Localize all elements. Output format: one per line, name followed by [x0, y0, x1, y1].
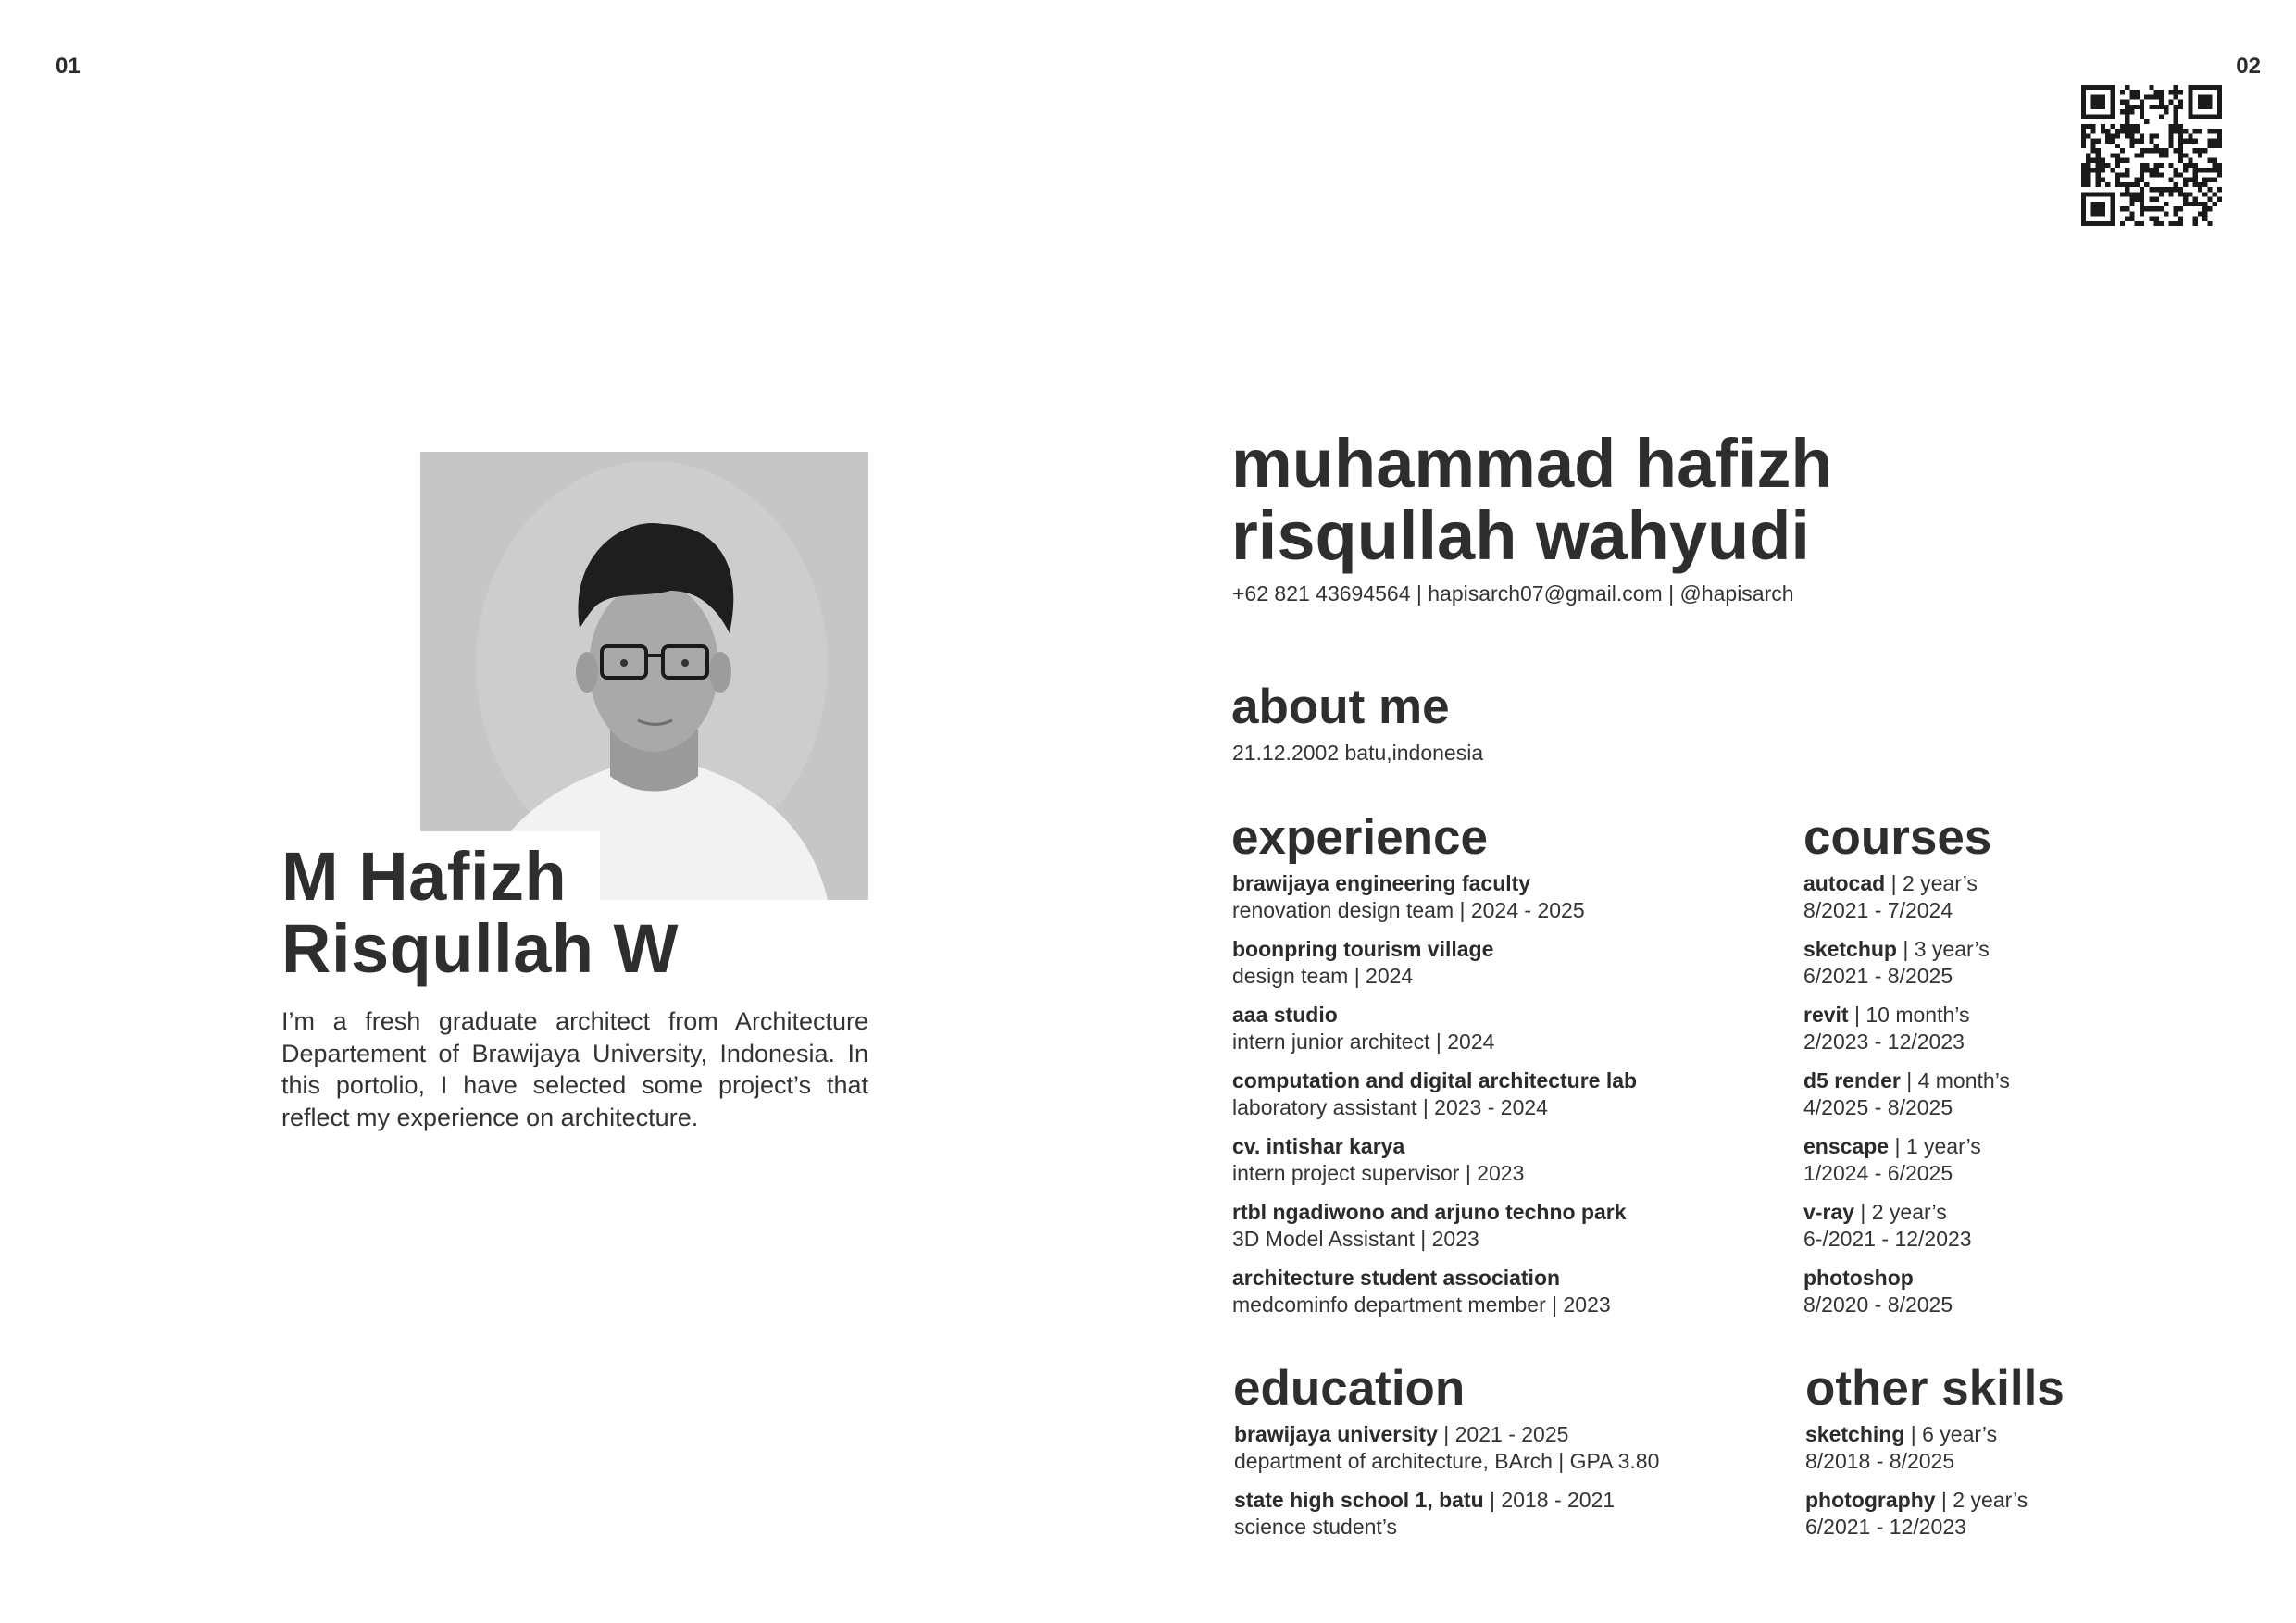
education-list — [1234, 1421, 1659, 1553]
experience-title: brawijaya engineering faculty — [1232, 871, 1531, 895]
course-dates: 6/2021 - 8/2025 — [1803, 963, 1953, 988]
experience-detail: 3D Model Assistant | 2023 — [1232, 1226, 1479, 1251]
experience-item — [1232, 1133, 1637, 1199]
course-title: sketchup — [1803, 937, 1897, 961]
education-title: state high school 1, batu — [1234, 1488, 1484, 1512]
full-name — [1231, 425, 1833, 574]
course-item — [1803, 1265, 2010, 1330]
course-item — [1803, 936, 2010, 1002]
experience-item — [1232, 1265, 1637, 1330]
experience-list — [1232, 870, 1637, 1330]
contact-info: +62 821 43694564 | hapisarch07@gmail.com | @hapisarch — [1232, 581, 1794, 606]
course-item — [1803, 1067, 2010, 1133]
experience-item — [1232, 870, 1637, 936]
course-title: autocad — [1803, 871, 1886, 895]
skill-title: sketching — [1805, 1422, 1905, 1446]
skill-item — [1805, 1421, 2028, 1487]
course-duration: | 1 year’s — [1889, 1134, 1981, 1158]
skill-dates: 6/2021 - 12/2023 — [1805, 1514, 1966, 1539]
experience-title: cv. intishar karya — [1232, 1134, 1405, 1158]
courses-heading: courses — [1803, 810, 1992, 865]
course-duration: | 10 month’s — [1848, 1003, 1970, 1027]
course-title: photoshop — [1803, 1266, 1914, 1290]
experience-detail: laboratory assistant | 2023 - 2024 — [1232, 1094, 1548, 1119]
course-dates: 1/2024 - 6/2025 — [1803, 1160, 1953, 1185]
course-title: revit — [1803, 1003, 1849, 1027]
experience-detail: intern junior architect | 2024 — [1232, 1029, 1495, 1054]
experience-item — [1232, 1002, 1637, 1067]
experience-title: aaa studio — [1232, 1003, 1338, 1027]
education-detail: science student’s — [1234, 1514, 1398, 1539]
course-title: d5 render — [1803, 1068, 1901, 1092]
page-number-left: 01 — [56, 54, 81, 79]
skill-duration: | 6 year’s — [1904, 1422, 1998, 1446]
education-years: | 2021 - 2025 — [1437, 1422, 1569, 1446]
education-detail: department of architecture, BArch | GPA 3.80 — [1234, 1448, 1660, 1473]
experience-title: architecture student association — [1232, 1266, 1561, 1290]
course-duration: | 2 year’s — [1853, 1200, 1947, 1224]
experience-detail: medcominfo department member | 2023 — [1232, 1292, 1611, 1317]
experience-title: rtbl ngadiwono and arjuno techno park — [1232, 1200, 1627, 1224]
other-skills-list — [1805, 1421, 2028, 1553]
experience-item — [1232, 1067, 1637, 1133]
course-item — [1803, 1199, 2010, 1265]
education-years: | 2018 - 2021 — [1483, 1488, 1616, 1512]
experience-title: boonpring tourism village — [1232, 937, 1494, 961]
course-title: v-ray — [1803, 1200, 1854, 1224]
experience-item — [1232, 1199, 1637, 1265]
short-name — [281, 838, 679, 987]
education-title: brawijaya university — [1234, 1422, 1438, 1446]
course-duration: | 4 month’s — [1900, 1068, 2010, 1092]
page-number-right: 02 — [2236, 54, 2261, 79]
course-item — [1803, 870, 2010, 936]
experience-detail: intern project supervisor | 2023 — [1232, 1160, 1525, 1185]
about-me-text: 21.12.2002 batu,indonesia — [1232, 741, 1484, 765]
full-name-line1: muhammad hafizh — [1231, 425, 1833, 502]
skill-duration: | 2 year’s — [1935, 1488, 2028, 1512]
education-item — [1234, 1421, 1659, 1487]
short-name-line1: M Hafizh — [281, 838, 568, 915]
course-dates: 2/2023 - 12/2023 — [1803, 1029, 1965, 1054]
course-duration: | 3 year’s — [1896, 937, 1990, 961]
education-item — [1234, 1487, 1659, 1553]
experience-detail: design team | 2024 — [1232, 963, 1414, 988]
course-duration: | 2 year’s — [1885, 871, 1978, 895]
education-heading: education — [1233, 1361, 1466, 1416]
experience-title: computation and digital architecture lab — [1232, 1068, 1638, 1092]
skill-item — [1805, 1487, 2028, 1553]
course-title: enscape — [1803, 1134, 1890, 1158]
experience-detail: renovation design team | 2024 - 2025 — [1232, 897, 1585, 922]
full-name-line2: risqullah wahyudi — [1231, 497, 1810, 574]
course-dates: 8/2020 - 8/2025 — [1803, 1292, 1953, 1317]
qr-code[interactable] — [2081, 85, 2222, 226]
other-skills-heading: other skills — [1805, 1361, 2065, 1416]
intro-paragraph: I’m a fresh graduate architect from Architecture Departement of Brawijaya University, Indonesia. In this portolio, I have selected some project’s that reflect my experience on architecture. — [281, 1007, 868, 1131]
course-item — [1803, 1002, 2010, 1067]
short-name-line2: Risqullah W — [281, 910, 679, 987]
course-dates: 4/2025 - 8/2025 — [1803, 1094, 1953, 1119]
about-me-heading: about me — [1231, 680, 1450, 734]
skill-dates: 8/2018 - 8/2025 — [1805, 1448, 1955, 1473]
course-dates: 6-/2021 - 12/2023 — [1803, 1226, 1972, 1251]
experience-item — [1232, 936, 1637, 1002]
courses-list — [1803, 870, 2010, 1330]
experience-heading: experience — [1231, 810, 1488, 865]
skill-title: photography — [1805, 1488, 1936, 1512]
course-item — [1803, 1133, 2010, 1199]
course-dates: 8/2021 - 7/2024 — [1803, 897, 1953, 922]
